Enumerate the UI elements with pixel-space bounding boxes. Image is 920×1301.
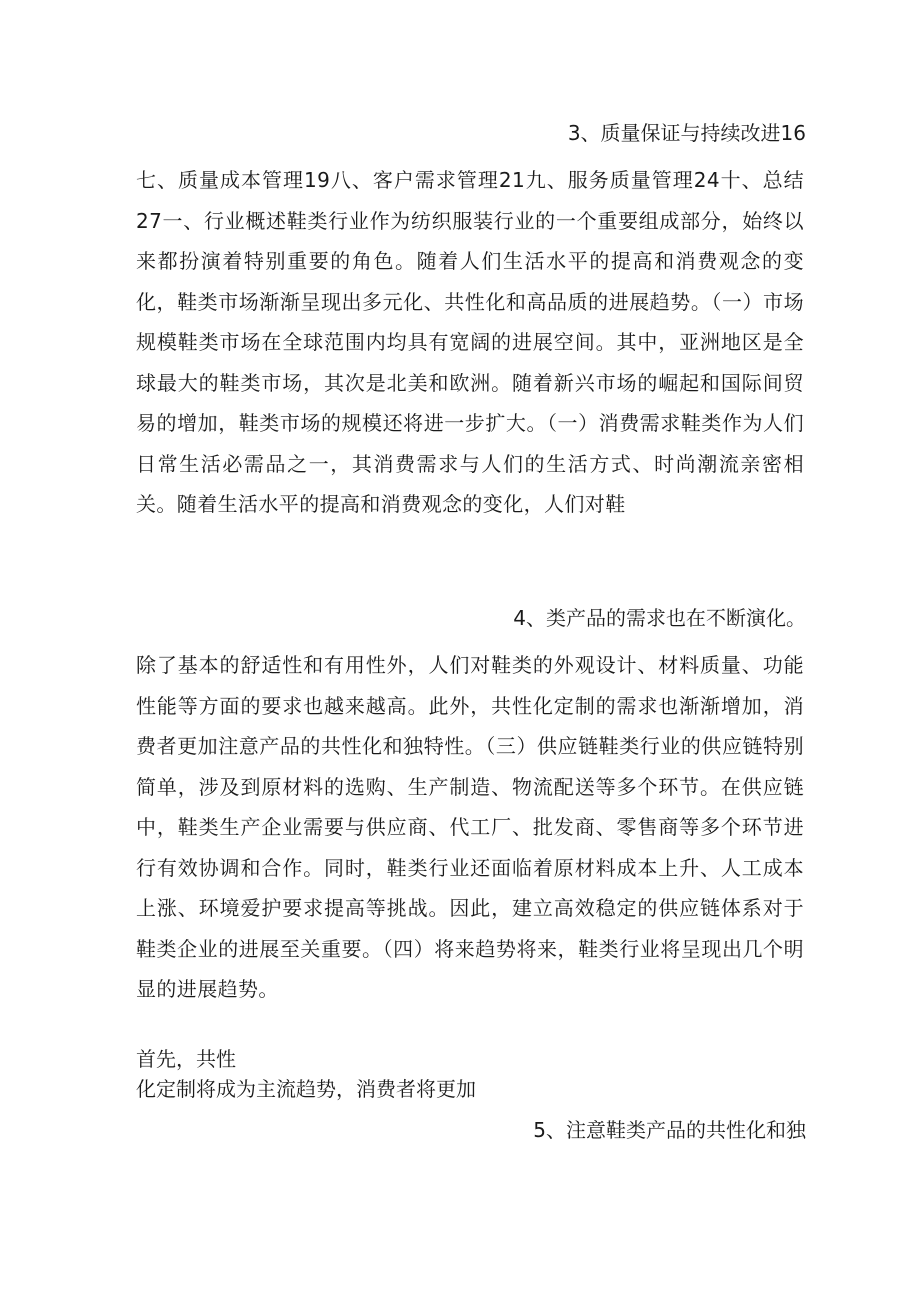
section-heading-4: 4、类产品的需求也在不断演化。	[513, 606, 806, 630]
body-line-b: 化定制将成为主流趋势，消费者将更加	[136, 1077, 476, 1101]
section-heading-5: 5、注意鞋类产品的共性化和独	[533, 1118, 806, 1142]
body-line-a: 首先，共性	[136, 1047, 236, 1071]
body-paragraph-2: 除了基本的舒适性和有用性外，人们对鞋类的外观设计、材料质量、功能性能等方面的要求也越来越高。此外，共性化定制的需求也渐渐增加，消费者更加注意产品的共性化和独特性。（三）供应链鞋类行业的供应链特别简单，涉及到原材料的选购、生产制造、物流配送等多个环节。在供应链中，鞋类生产企业需要与供应商、代工厂、批发商、零售商等多个环节进行有效协调和合作。同时，鞋类行业还面临着原材料成本上升、人工成本上涨、环境爱护要求提高等挑战。因此，建立高效稳定的供应链体系对于鞋类企业的进展至关重要。（四）将来趋势将来，鞋类行业将呈现出几个明显的进展趋势。	[136, 653, 804, 1001]
section-heading-3: 3、质量保证与持续改进16	[567, 121, 806, 145]
body-paragraph-1: 七、质量成本管理19八、客户需求管理21九、服务质量管理24十、总结27一、行业概述鞋类行业作为纺织服装行业的一个重要组成部分，始终以来都扮演着特别重要的角色。随着人们生活水平的提高和消费观念的变化，鞋类市场渐渐呈现出多元化、共性化和高品质的进展趋势。（一）市场规模鞋类市场在全球范围内均具有宽阔的进展空间。其中，亚洲地区是全球最大的鞋类市场，其次是北美和欧洲。随着新兴市场的崛起和国际间贸易的增加，鞋类市场的规模还将进一步扩大。（一）消费需求鞋类作为人们日常生活必需品之一，其消费需求与人们的生活方式、时尚潮流亲密相关。随着生活水平的提高和消费观念的变化，人们对鞋	[136, 168, 804, 516]
